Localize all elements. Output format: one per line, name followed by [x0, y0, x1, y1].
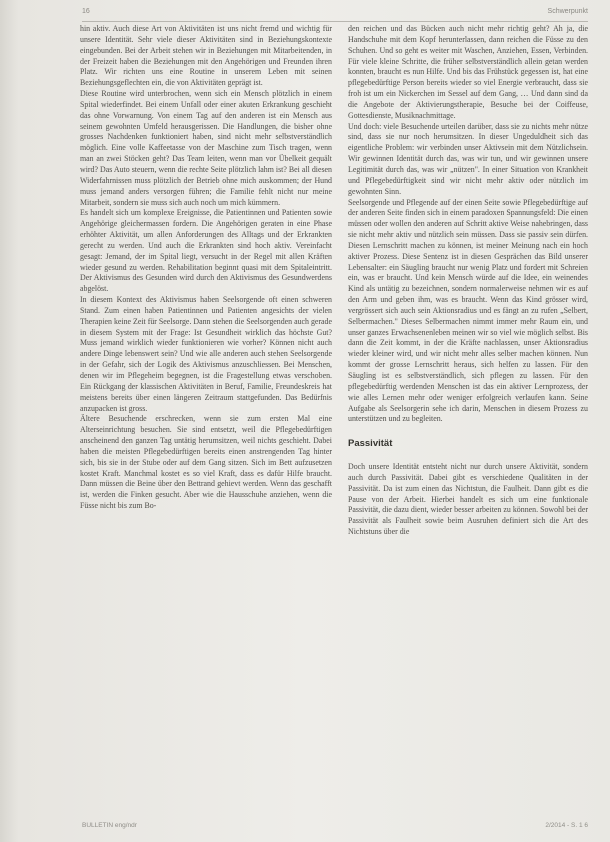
paragraph: Und doch: viele Besuchende urteilen darüber, dass sie zu nichts mehr nütze sind, dass sie nur noch herumsitzen. In dieser Ungeduldheit sich das eigentliche Problem: wir verbinden unser Aktivsein mit dem Nützlichsein. Wir gewinnen Identität durch das, was wir tun, und wir gewinnen unsere Legitimität durch das, was wir „nützen". In einer Situation von Krankheit und Pflegebedürftigkeit sind wir nicht mehr aktiv oder nützlich im gewohnten Sinn.: [348, 121, 588, 196]
paragraph: Es handelt sich um komplexe Ereignisse, die Patientinnen und Patienten sowie Angehörige gleichermassen fordern. Die Angehörigen geraten in eine Phase erhöhter Aktivität, um allen Anforderungen des Alltags und der Erkrankten gerecht zu werden. Und auch die Erkrankten sind hoch aktiv. Vereinfacht gesagt: Jemand, der im Spital liegt, versucht in der Regel mit allen Kräften wieder gesund zu werden. Rehabilitation beginnt quasi mit dem Spitaleintritt. Der Aktivismus des Gesunden wird durch den Aktivismus des Gesundwerdens abgelöst.: [80, 208, 332, 294]
paragraph: In diesem Kontext des Aktivismus haben Seelsorgende oft einen schweren Stand. Zum einen haben Patientinnen und Patienten angesichts der vielen Therapien keine Zeit für Seelsorge. Dann stehen die Seelsorgenden auch gerade in diesem System mit der Frage: Ist Gesundheit wirklich das höchste Gut? Muss jemand wirklich wieder funktionieren wie vorher? Können nicht auch andere Dinge lebenswert sein? Und wie alle anderen auch stehen Seelsorgende in der Gefahr, sich der Logik des Aktivismus anzuschliessen. Bei Menschen, denen wir im Pflegeheim begegnen, ist die Fragestellung etwas verschoben. Ein Rückgang der klassischen Aktivitäten in Beruf, Familie, Freundeskreis hat meistens bereits über einen längeren Zeitraum stattgefunden. Das Bedürfnis anzupacken ist gross.: [80, 295, 332, 413]
footer-issue: 2/2014 - S. 1 6: [545, 822, 588, 829]
left-column: [80, 24, 332, 512]
paragraph: hin aktiv. Auch diese Art von Aktivitäten ist uns nicht fremd und wichtig für unsere Identität. Sehr viele dieser Aktivitäten sind in Beziehungskontexte eingebunden. Bei der Arbeit stehen wir in Beziehungen mit Mitarbeitenden, in der Freizeit haben die Beziehungen mit den Angehörigen und Freunden ihren Platz. Wir richten uns eine Routine in unserem Leben mit seinen Beziehungsgeflechten ein, die von Aktivitäten geprägt ist.: [80, 24, 332, 88]
section-title: Schwerpunkt: [547, 8, 588, 15]
right-column: [348, 24, 588, 538]
section-heading: Passivität: [348, 438, 393, 450]
paragraph: den reichen und das Bücken auch nicht mehr richtig geht? Ah ja, die Handschuhe mit dem Kopf herunterlassen, dann reichen die Füsse zu den Schuhen. Und so geht es weiter mit Waschen, Anziehen, Essen, Verbinden. Für viele kleine Schritte, die früher selbstverständlich allein getan werden konnten, braucht es nun Hilfe. Und bis das Frühstück gegessen ist, hat eine pflegebedürftige Person bereits wieder so viel Energie verbraucht, dass sie froh ist um ein Nickerchen im Sessel auf dem Gang, … Und dann sind da die Angebote der Aktivierungstherapie, Besuche bei der Coiffeuse, Gottesdienste, Musiknachmittage.: [348, 24, 588, 120]
paragraph: Ältere Besuchende erschrecken, wenn sie zum ersten Mal eine Alterseinrichtung besuchen. Sie sind entsetzt, weil die Pflegebedürftigen anscheinend den ganzen Tag untätig herumsitzen, weil nichts geschieht. Dabei haben die meisten Pflegebedürftigen bereits einen anstrengenden Tag hinter sich, bis sie in der Stube oder auf dem Gang sitzen. Sich im Bett aufzusetzen kostet Kraft. Manchmal kostet es so viel Kraft, dass es dafür Hilfe braucht. Dann müssen die Beine über den Bettrand gehievt werden. Wenn das geschafft ist, werden die Finken gesucht. Aber wie die Hausschuhe anziehen, wenn die Füsse nicht bis zum Bo-: [80, 414, 332, 511]
paragraph: Diese Routine wird unterbrochen, wenn sich ein Mensch plötzlich in einem Spital wiederfindet. Bei einem Unfall oder einer akuten Erkrankung geschieht das ohne Vorwarnung. Von einem Tag auf den anderen ist ein Mensch aus seinem gewohnten Umfeld herausgerissen. Die Handlungen, die bisher ohne grosses Nachdenken funktioniert haben, sind nicht mehr selbstverständlich möglich. Eine volle Kaffeetasse von der Maschine zum Tisch tragen, wenn man an zwei Stöcken geht? Das Team leiten, wenn man vor Übelkeit gequält wird? Das Auto steuern, wenn die rechte Seite plötzlich lahm ist? Bei all diesen Widerfahrnissen muss plötzlich der Betrieb ohne mich auskommen; der Hund muss jemand anders versorgen führen; die Familie fehlt nicht nur meine Mitarbeit, sondern sie muss sich auch noch um mich kümmern.: [80, 89, 332, 207]
paragraph: Doch unsere Identität entsteht nicht nur durch unsere Aktivität, sondern auch durch Passivität. Dabei gibt es verschiedene Qualitäten in der Passivität. Da ist zum einen das Nichtstun, die Faulheit. Dann gibt es die Pause von der Arbeit. Hierbei handelt es sich um eine funktionale Passivität, die dazu dient, wieder besser arbeiten zu können. Sowohl bei der Passivität als Faulheit sowie beim Ausruhen definiert sich die Art des Nichtstuns über die: [348, 462, 588, 537]
footer-publication: BULLETIN eng/ndr: [82, 822, 137, 829]
paragraph: Seelsorgende und Pflegende auf der einen Seite sowie Pflegebedürftige auf der anderen Seite finden sich in einem paradoxen Spannungsfeld: Die einen müssen oder wollen den anderen auf Schritt aktive Weise nahebringen, dass sie nicht mehr aktiv und nützlich sein müssen. Dass sie passiv sein dürfen. Diesen Lernschritt machen zu können, ist meiner Meinung nach ein hoch aktiver Prozess. Diese Sentenz ist in diesen Gesprächen das Bild unserer Lebensalter: ein Säugling braucht nur wenig Platz und fordert mit Schreien ein, was er braucht. Und kein Mensch würde auf die Idee, ein weinendes Kind als untätig zu bezeichnen, sondern normalerweise nehmen wir es auf den Arm und geben ihm, was es braucht. Wenn das Kind grösser wird, vergrössert sich auch sein Aktionsradius und es fängt an zu rufen „Selbert, Selbermachen." Dieses Selbermachen nimmt immer mehr Raum ein, und unser ganzes Erwachsenenleben meinen wir so viel wie möglich selbst. Bis dann die Zeit kommt, in der die Kräfte nachlassen, unser Aktionsradius wieder kleiner wird, und wir nicht mehr alles selber machen können. Nun kommt der grosse Lernschritt heraus, sich helfen zu lassen. Für den Säugling ist es selbstverständlich, sich pflegen zu lassen. Für den pflegebedürftig werdenden Menschen ist das ein aktiver Lernprozess, der wie alles Lernen mehr oder weniger erfolgreich verlaufen kann. Seine Aufgabe als Seelsorgerin sehe ich darin, Menschen in diesem Prozess zu unterstützen und zu begleiten.: [348, 197, 588, 424]
page-number: 16: [82, 8, 90, 15]
running-header: [82, 5, 588, 22]
